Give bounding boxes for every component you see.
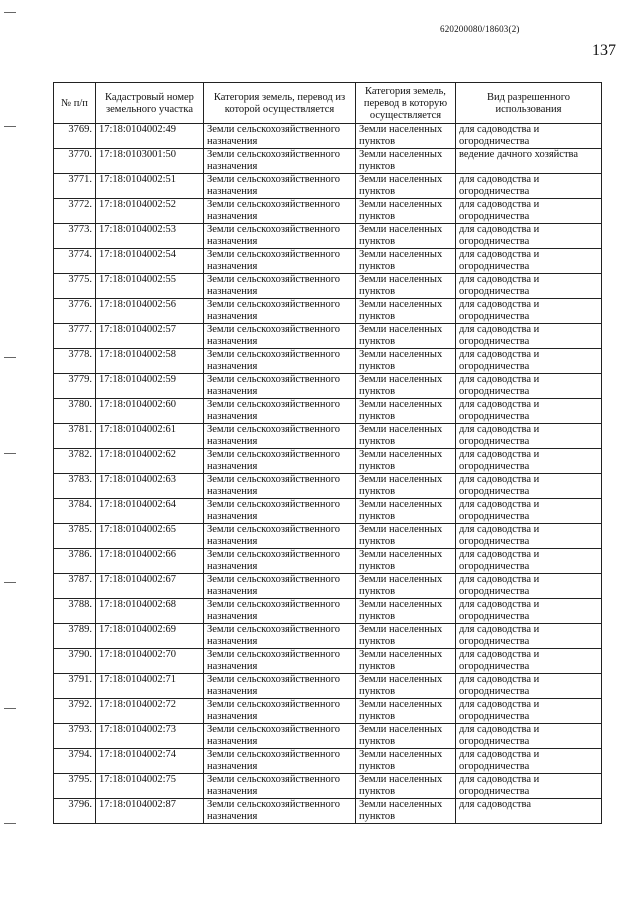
header-cadastral: Кадастровый номер земельного участка: [96, 83, 204, 124]
margin-mark: [4, 357, 16, 358]
row-number: 3786.: [54, 549, 96, 574]
row-number: 3791.: [54, 674, 96, 699]
permitted-use: для садоводства и огородничества: [456, 674, 602, 699]
category-from: Земли сельскохозяйственного назначения: [204, 474, 356, 499]
category-from: Земли сельскохозяйственного назначения: [204, 724, 356, 749]
cadastral-number: 17:18:0104002:60: [96, 399, 204, 424]
category-from: Земли сельскохозяйственного назначения: [204, 624, 356, 649]
row-number: 3784.: [54, 499, 96, 524]
table-body: [54, 124, 602, 824]
table-row: [54, 624, 602, 649]
header-num: № п/п: [54, 83, 96, 124]
permitted-use: для садоводства и огородничества: [456, 224, 602, 249]
row-number: 3785.: [54, 524, 96, 549]
category-from: Земли сельскохозяйственного назначения: [204, 774, 356, 799]
category-to: Земли населенных пунктов: [356, 574, 456, 599]
row-number: 3787.: [54, 574, 96, 599]
table-header-row: [54, 83, 602, 124]
margin-mark: [4, 582, 16, 583]
row-number: 3788.: [54, 599, 96, 624]
permitted-use: для садоводства и огородничества: [456, 724, 602, 749]
category-to: Земли населенных пунктов: [356, 474, 456, 499]
category-from: Земли сельскохозяйственного назначения: [204, 324, 356, 349]
category-from: Земли сельскохозяйственного назначения: [204, 574, 356, 599]
permitted-use: для садоводства и огородничества: [456, 449, 602, 474]
category-from: Земли сельскохозяйственного назначения: [204, 149, 356, 174]
permitted-use: для садоводства и огородничества: [456, 274, 602, 299]
category-from: Земли сельскохозяйственного назначения: [204, 124, 356, 149]
table-row: [54, 549, 602, 574]
table-row: [54, 799, 602, 824]
row-number: 3782.: [54, 449, 96, 474]
row-number: 3795.: [54, 774, 96, 799]
margin-mark: [4, 823, 16, 824]
category-to: Земли населенных пунктов: [356, 774, 456, 799]
cadastral-number: 17:18:0104002:74: [96, 749, 204, 774]
table-row: [54, 699, 602, 724]
page-number: 137: [592, 42, 616, 59]
cadastral-number: 17:18:0104002:71: [96, 674, 204, 699]
category-to: Земли населенных пунктов: [356, 624, 456, 649]
row-number: 3783.: [54, 474, 96, 499]
cadastral-number: 17:18:0104002:61: [96, 424, 204, 449]
category-to: Земли населенных пунктов: [356, 749, 456, 774]
header-category-from: Категория земель, перевод из которой осуществляется: [204, 83, 356, 124]
margin-mark: [4, 708, 16, 709]
permitted-use: для садоводства и огородничества: [456, 299, 602, 324]
permitted-use: для садоводства и огородничества: [456, 349, 602, 374]
cadastral-number: 17:18:0104002:52: [96, 199, 204, 224]
permitted-use: для садоводства и огородничества: [456, 524, 602, 549]
cadastral-number: 17:18:0104002:73: [96, 724, 204, 749]
permitted-use: для садоводства и огородничества: [456, 249, 602, 274]
category-to: Земли населенных пунктов: [356, 199, 456, 224]
permitted-use: для садоводства и огородничества: [456, 599, 602, 624]
table-row: [54, 249, 602, 274]
row-number: 3775.: [54, 274, 96, 299]
category-from: Земли сельскохозяйственного назначения: [204, 299, 356, 324]
cadastral-number: 17:18:0104002:54: [96, 249, 204, 274]
table-row: [54, 174, 602, 199]
category-to: Земли населенных пунктов: [356, 424, 456, 449]
category-to: Земли населенных пунктов: [356, 299, 456, 324]
document-number: 620200080/18603(2): [440, 24, 520, 34]
cadastral-number: 17:18:0104002:66: [96, 549, 204, 574]
cadastral-number: 17:18:0104002:70: [96, 649, 204, 674]
table-row: [54, 474, 602, 499]
category-to: Земли населенных пунктов: [356, 499, 456, 524]
cadastral-number: 17:18:0103001:50: [96, 149, 204, 174]
permitted-use: для садоводства и огородничества: [456, 649, 602, 674]
table-row: [54, 399, 602, 424]
category-from: Земли сельскохозяйственного назначения: [204, 424, 356, 449]
category-to: Земли населенных пунктов: [356, 399, 456, 424]
category-from: Земли сельскохозяйственного назначения: [204, 349, 356, 374]
land-register-table: [53, 82, 602, 824]
category-to: Земли населенных пунктов: [356, 799, 456, 824]
category-from: Земли сельскохозяйственного назначения: [204, 599, 356, 624]
category-to: Земли населенных пунктов: [356, 549, 456, 574]
category-to: Земли населенных пунктов: [356, 699, 456, 724]
row-number: 3772.: [54, 199, 96, 224]
cadastral-number: 17:18:0104002:75: [96, 774, 204, 799]
cadastral-number: 17:18:0104002:57: [96, 324, 204, 349]
category-from: Земли сельскохозяйственного назначения: [204, 199, 356, 224]
category-from: Земли сельскохозяйственного назначения: [204, 399, 356, 424]
table-row: [54, 749, 602, 774]
table-row: [54, 349, 602, 374]
category-from: Земли сельскохозяйственного назначения: [204, 174, 356, 199]
table-row: [54, 149, 602, 174]
margin-mark: [4, 453, 16, 454]
cadastral-number: 17:18:0104002:62: [96, 449, 204, 474]
permitted-use: для садоводства и огородничества: [456, 774, 602, 799]
permitted-use: для садоводства и огородничества: [456, 699, 602, 724]
row-number: 3776.: [54, 299, 96, 324]
permitted-use: для садоводства: [456, 799, 602, 824]
permitted-use: для садоводства и огородничества: [456, 574, 602, 599]
table-row: [54, 674, 602, 699]
category-from: Земли сельскохозяйственного назначения: [204, 749, 356, 774]
category-from: Земли сельскохозяйственного назначения: [204, 799, 356, 824]
category-to: Земли населенных пунктов: [356, 324, 456, 349]
cadastral-number: 17:18:0104002:51: [96, 174, 204, 199]
margin-mark: [4, 12, 16, 13]
cadastral-number: 17:18:0104002:87: [96, 799, 204, 824]
permitted-use: для садоводства и огородничества: [456, 324, 602, 349]
permitted-use: для садоводства и огородничества: [456, 474, 602, 499]
table-row: [54, 724, 602, 749]
row-number: 3770.: [54, 149, 96, 174]
table-row: [54, 774, 602, 799]
row-number: 3794.: [54, 749, 96, 774]
table-row: [54, 524, 602, 549]
table-row: [54, 124, 602, 149]
category-to: Земли населенных пунктов: [356, 149, 456, 174]
margin-mark: [4, 126, 16, 127]
row-number: 3781.: [54, 424, 96, 449]
table-row: [54, 649, 602, 674]
cadastral-number: 17:18:0104002:69: [96, 624, 204, 649]
permitted-use: для садоводства и огородничества: [456, 374, 602, 399]
header-category-to: Категория земель, перевод в которую осуществляется: [356, 83, 456, 124]
cadastral-number: 17:18:0104002:67: [96, 574, 204, 599]
category-to: Земли населенных пунктов: [356, 724, 456, 749]
row-number: 3774.: [54, 249, 96, 274]
cadastral-number: 17:18:0104002:53: [96, 224, 204, 249]
category-to: Земли населенных пунктов: [356, 449, 456, 474]
table-row: [54, 374, 602, 399]
cadastral-number: 17:18:0104002:59: [96, 374, 204, 399]
row-number: 3773.: [54, 224, 96, 249]
table-row: [54, 199, 602, 224]
category-to: Земли населенных пунктов: [356, 374, 456, 399]
category-from: Земли сельскохозяйственного назначения: [204, 449, 356, 474]
row-number: 3789.: [54, 624, 96, 649]
permitted-use: для садоводства и огородничества: [456, 199, 602, 224]
category-to: Земли населенных пунктов: [356, 349, 456, 374]
category-to: Земли населенных пунктов: [356, 249, 456, 274]
cadastral-number: 17:18:0104002:72: [96, 699, 204, 724]
permitted-use: для садоводства и огородничества: [456, 424, 602, 449]
row-number: 3779.: [54, 374, 96, 399]
permitted-use: для садоводства и огородничества: [456, 499, 602, 524]
row-number: 3796.: [54, 799, 96, 824]
cadastral-number: 17:18:0104002:64: [96, 499, 204, 524]
row-number: 3769.: [54, 124, 96, 149]
cadastral-number: 17:18:0104002:55: [96, 274, 204, 299]
row-number: 3792.: [54, 699, 96, 724]
table-row: [54, 299, 602, 324]
permitted-use: для садоводства и огородничества: [456, 174, 602, 199]
category-to: Земли населенных пунктов: [356, 649, 456, 674]
table-row: [54, 274, 602, 299]
table-row: [54, 224, 602, 249]
permitted-use: для садоводства и огородничества: [456, 399, 602, 424]
category-from: Земли сельскохозяйственного назначения: [204, 549, 356, 574]
table-row: [54, 599, 602, 624]
permitted-use: для садоводства и огородничества: [456, 749, 602, 774]
category-to: Земли населенных пунктов: [356, 274, 456, 299]
permitted-use: ведение дачного хозяйства: [456, 149, 602, 174]
cadastral-number: 17:18:0104002:68: [96, 599, 204, 624]
permitted-use: для садоводства и огородничества: [456, 549, 602, 574]
category-from: Земли сельскохозяйственного назначения: [204, 674, 356, 699]
permitted-use: для садоводства и огородничества: [456, 124, 602, 149]
header-permitted-use: Вид разрешенного использования: [456, 83, 602, 124]
table-row: [54, 499, 602, 524]
category-from: Земли сельскохозяйственного назначения: [204, 499, 356, 524]
permitted-use: для садоводства и огородничества: [456, 624, 602, 649]
table-row: [54, 324, 602, 349]
row-number: 3771.: [54, 174, 96, 199]
category-to: Земли населенных пунктов: [356, 674, 456, 699]
category-to: Земли населенных пунктов: [356, 174, 456, 199]
cadastral-number: 17:18:0104002:63: [96, 474, 204, 499]
cadastral-number: 17:18:0104002:49: [96, 124, 204, 149]
category-to: Земли населенных пунктов: [356, 224, 456, 249]
cadastral-number: 17:18:0104002:65: [96, 524, 204, 549]
table-row: [54, 574, 602, 599]
category-from: Земли сельскохозяйственного назначения: [204, 249, 356, 274]
category-from: Земли сельскохозяйственного назначения: [204, 224, 356, 249]
table-row: [54, 424, 602, 449]
category-from: Земли сельскохозяйственного назначения: [204, 524, 356, 549]
cadastral-number: 17:18:0104002:56: [96, 299, 204, 324]
category-to: Земли населенных пунктов: [356, 124, 456, 149]
row-number: 3790.: [54, 649, 96, 674]
table-row: [54, 449, 602, 474]
row-number: 3777.: [54, 324, 96, 349]
category-from: Земли сельскохозяйственного назначения: [204, 274, 356, 299]
row-number: 3778.: [54, 349, 96, 374]
category-from: Земли сельскохозяйственного назначения: [204, 649, 356, 674]
row-number: 3793.: [54, 724, 96, 749]
category-to: Земли населенных пунктов: [356, 599, 456, 624]
category-to: Земли населенных пунктов: [356, 524, 456, 549]
row-number: 3780.: [54, 399, 96, 424]
category-from: Земли сельскохозяйственного назначения: [204, 699, 356, 724]
category-from: Земли сельскохозяйственного назначения: [204, 374, 356, 399]
cadastral-number: 17:18:0104002:58: [96, 349, 204, 374]
